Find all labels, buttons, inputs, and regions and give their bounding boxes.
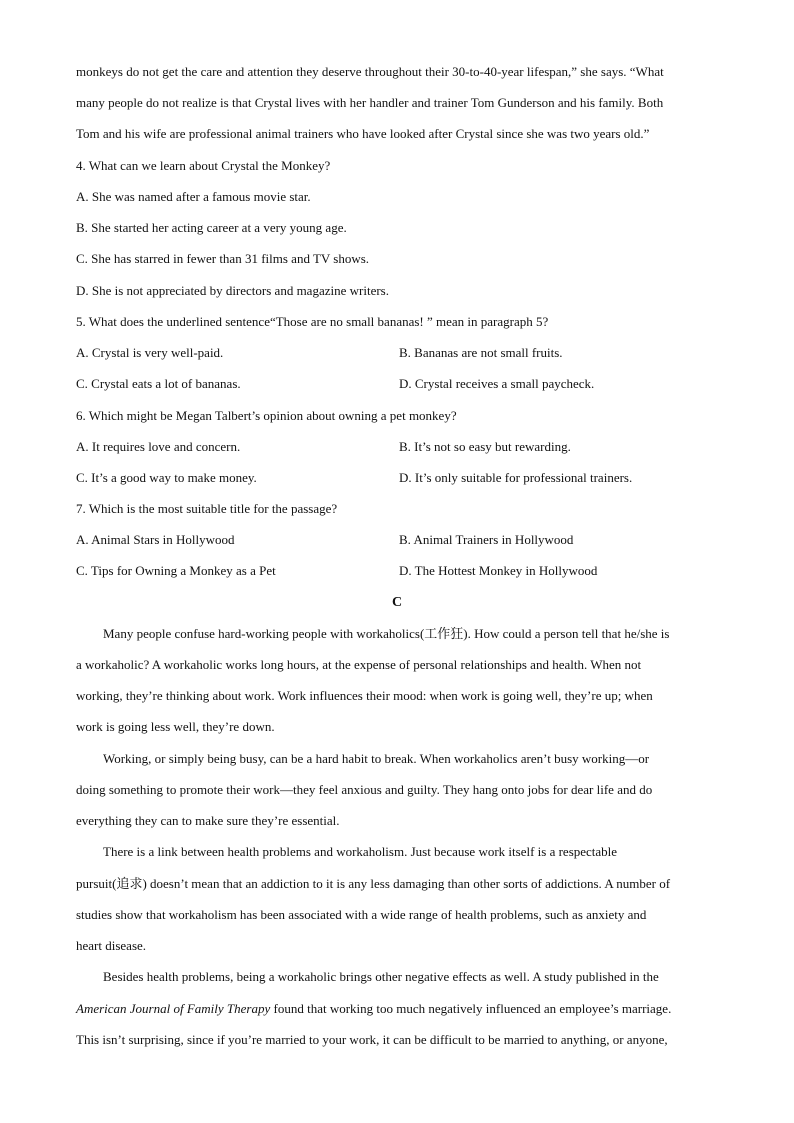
journal-title: American Journal of Family Therapy [76, 1001, 271, 1016]
question-7-option-c: C. Tips for Owning a Monkey as a Pet [76, 563, 276, 578]
question-4-option-a: A. She was named after a famous movie star. [76, 189, 311, 204]
question-6-option-c: C. It’s a good way to make money. [76, 470, 257, 485]
passage-b-line: many people do not realize is that Crystal lives with her handler and trainer Tom Gunderson and his family. Both [76, 95, 664, 110]
question-7-option-b: B. Animal Trainers in Hollywood [399, 532, 574, 547]
question-4-option-b: B. She started her acting career at a very young age. [76, 220, 347, 235]
passage-c-p1-line: work is going less well, they’re down. [76, 719, 275, 734]
question-5-option-b: B. Bananas are not small fruits. [399, 345, 563, 360]
question-7-option-a: A. Animal Stars in Hollywood [76, 532, 235, 547]
passage-b-line: monkeys do not get the care and attention they deserve throughout their 30-to-40-year lifespan,” she says. “What [76, 64, 664, 79]
passage-c-p3-line: heart disease. [76, 938, 147, 953]
question-6-option-a: A. It requires love and concern. [76, 439, 241, 454]
passage-c-p1-line: a workaholic? A workaholic works long hours, at the expense of personal relationships and health. When not [76, 657, 642, 672]
question-6-option-b: B. It’s not so easy but rewarding. [399, 439, 571, 454]
question-5-stem: 5. What does the underlined sentence“Those are no small bananas! ” mean in paragraph 5? [76, 314, 549, 329]
passage-c-p2-line: doing something to promote their work—they feel anxious and guilty. They hang onto jobs for dear life and do [76, 782, 653, 797]
passage-c-p1-line: working, they’re thinking about work. Work influences their mood: when work is going well, they’re up; when [76, 688, 653, 703]
question-6-stem: 6. Which might be Megan Talbert’s opinion about owning a pet monkey? [76, 408, 457, 423]
question-4-stem: 4. What can we learn about Crystal the Monkey? [76, 158, 331, 173]
question-4-option-c: C. She has starred in fewer than 31 films and TV shows. [76, 251, 370, 266]
passage-c-p2-line: everything they can to make sure they’re essential. [76, 813, 340, 828]
question-7-stem: 7. Which is the most suitable title for the passage? [76, 501, 338, 516]
passage-c-p4-line: This isn’t surprising, since if you’re married to your work, it can be difficult to be married to anything, or anyone, [76, 1032, 668, 1047]
passage-c-p4-line [76, 1001, 671, 1017]
question-5-option-d: D. Crystal receives a small paycheck. [399, 376, 595, 391]
passage-c-p4-text: found that working too much negatively influenced an employee’s marriage. [270, 1001, 672, 1016]
passage-c-p2-line: Working, or simply being busy, can be a hard habit to break. When workaholics aren’t busy working—or [103, 751, 650, 766]
passage-b-line: Tom and his wife are professional animal trainers who have looked after Crystal since she was two years old.” [76, 126, 650, 141]
question-5-option-c: C. Crystal eats a lot of bananas. [76, 376, 241, 391]
passage-c-p3-line: pursuit(追求) doesn’t mean that an addiction to it is any less damaging than other sorts of addictions. A number of [76, 876, 671, 891]
question-6-option-d: D. It’s only suitable for professional trainers. [399, 470, 633, 485]
question-5-option-a: A. Crystal is very well-paid. [76, 345, 224, 360]
question-7-option-d: D. The Hottest Monkey in Hollywood [399, 563, 598, 578]
passage-c-heading: C [391, 595, 403, 610]
question-4-option-d: D. She is not appreciated by directors and magazine writers. [76, 283, 389, 298]
passage-c-p3-line: There is a link between health problems and workaholism. Just because work itself is a respectable [103, 844, 618, 859]
passage-c-p3-line: studies show that workaholism has been associated with a wide range of health problems, such as anxiety and [76, 907, 647, 922]
passage-c-p4-line: Besides health problems, being a workaholic brings other negative effects as well. A study published in the [103, 969, 659, 984]
passage-c-p1-line: Many people confuse hard-working people with workaholics(工作狂). How could a person tell that he/she is [103, 626, 670, 641]
